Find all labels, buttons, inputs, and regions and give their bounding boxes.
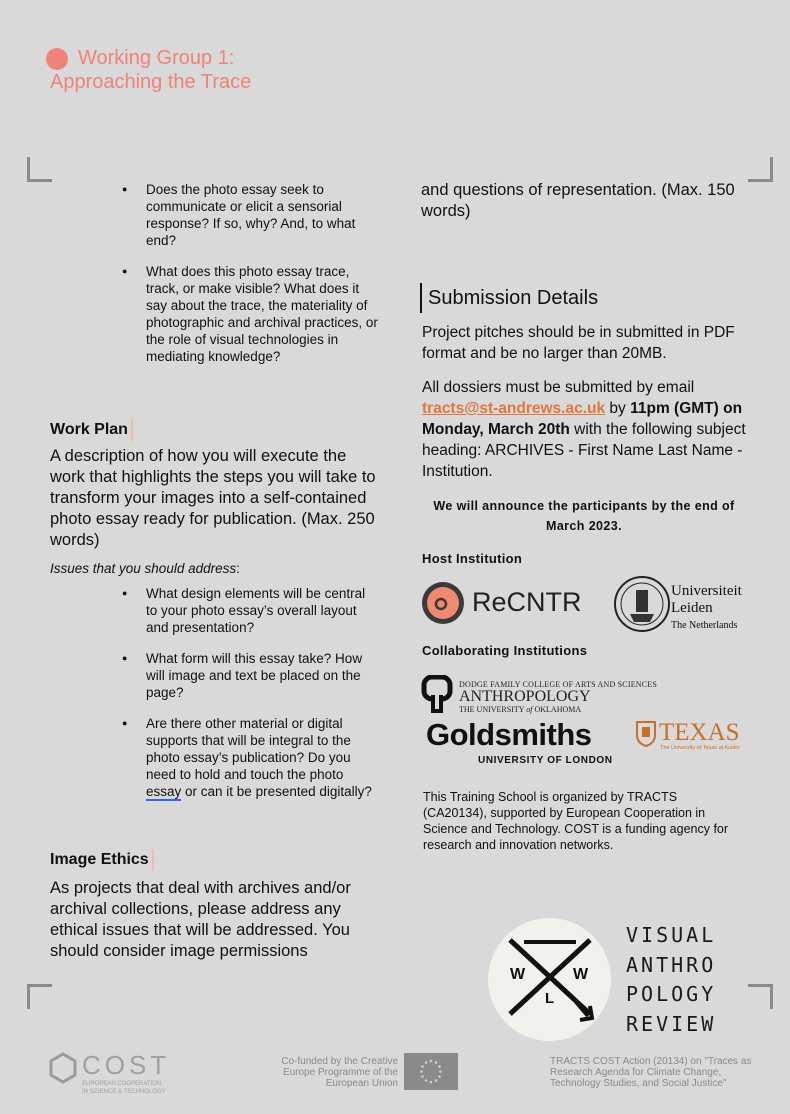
leiden-logo-text: Universiteit Leiden The Netherlands bbox=[671, 583, 742, 631]
recntr-logo-text: ReCNTR bbox=[472, 587, 582, 617]
intro-bullet-list bbox=[146, 181, 382, 379]
crop-mark-bottom-left bbox=[27, 984, 52, 1009]
page-title: Working Group 1: Approaching the Trace bbox=[50, 47, 252, 93]
var-logo-letter-w-right: W bbox=[573, 966, 589, 983]
ou-anthropology-text: DODGE FAMILY COLLEGE OF ARTS AND SCIENCES ANTHROPOLOGY THE UNIVERSITY of OKLAHOMA bbox=[459, 680, 658, 714]
goldsmiths-logo: Goldsmiths bbox=[426, 717, 592, 752]
cost-logo-subtitle: EUROPEAN COOPERATION IN SCIENCE & TECHNOLOGY bbox=[82, 1081, 166, 1095]
host-institution-heading: Host Institution bbox=[422, 551, 523, 566]
collaborating-institutions-heading: Collaborating Institutions bbox=[422, 643, 588, 658]
cofunded-text: Co-funded by the Creative Europe Programme of the European Union bbox=[281, 1056, 398, 1089]
continuation-text: and questions of representation. (Max. 150 words) bbox=[421, 181, 735, 220]
image-ethics-text: As projects that deal with archives and/or archival collections, please address any ethical issues that will be addressed. You should consider image permissions bbox=[50, 879, 351, 960]
texas-shield-icon bbox=[636, 721, 656, 747]
work-plan-heading: Work Plan bbox=[50, 419, 133, 441]
tracts-footer-text: TRACTS COST Action (20134) on "Traces as Research Agenda for Climate Change, Technology Studies, and Social Justice" bbox=[550, 1056, 752, 1089]
ou-logo-icon bbox=[421, 675, 453, 715]
recntr-logo-icon bbox=[421, 581, 465, 625]
work-plan-bullet-list bbox=[146, 585, 372, 814]
crop-mark-top-left bbox=[27, 157, 52, 182]
var-logo-letter-l: L bbox=[545, 990, 555, 1007]
issues-label: Issues that you should address: bbox=[50, 561, 240, 576]
list-item: ● Are there other material or digital supports that will be integral to the photo essay’s publication? Do you need to hold and touch the photo essay or can it be presented digitally? bbox=[146, 715, 372, 800]
cost-logo-text: COST bbox=[82, 1050, 171, 1080]
email-link[interactable]: tracts@st-andrews.ac.uk bbox=[422, 400, 606, 417]
list-item: ● What does this photo essay trace, track, or make visible? What does it say about the trace, the materiality of photographic and archival practices, or the role of visual technologies in mediating knowledge? bbox=[146, 263, 382, 365]
crop-mark-bottom-right bbox=[748, 984, 773, 1009]
submission-heading: Submission Details bbox=[428, 287, 599, 309]
submission-paragraph-1: Project pitches should be in submitted in PDF format and be no larger than 20MB. bbox=[422, 324, 735, 362]
text-cursor bbox=[420, 283, 422, 313]
image-ethics-heading: Image Ethics bbox=[50, 849, 154, 871]
heading-accent-bar bbox=[152, 849, 154, 871]
heading-accent-bar bbox=[131, 419, 133, 441]
cost-logo-icon bbox=[48, 1052, 78, 1084]
texas-logo-text: TEXAS bbox=[659, 719, 740, 746]
list-item: ● Does the photo essay seek to communicate or elicit a sensorial response? If so, why? And, to what end? bbox=[146, 181, 382, 249]
announcement: We will announce the participants by the end of March 2023. bbox=[433, 499, 735, 533]
submission-paragraph-2: All dossiers must be submitted by email tracts@st-andrews.ac.uk by 11pm (GMT) on Monday, March 20th with the following subject heading: ARCHIVES - First Name Last Name - Institution. bbox=[422, 379, 746, 480]
crop-mark-top-right bbox=[748, 157, 773, 182]
list-item: ● What design elements will be central to your photo essay’s overall layout and presentation? bbox=[146, 585, 372, 636]
texas-subtitle: The University of Texas at Austin bbox=[660, 745, 740, 751]
list-item: ● What form will this essay take? How will image and text be placed on the page? bbox=[146, 650, 372, 701]
var-logo-text: VISUAL ANTHRO POLOGY REVIEW bbox=[626, 923, 717, 1036]
eu-flag-icon bbox=[404, 1053, 458, 1090]
goldsmiths-subtitle: UNIVERSITY OF LONDON bbox=[478, 755, 613, 766]
training-note: This Training School is organized by TRACTS (CA20134), supported by European Cooperation in Science and Technology. COST is a funding agency for research and innovation networks. bbox=[423, 790, 729, 852]
spellcheck-flagged-word[interactable]: essay bbox=[146, 784, 182, 799]
work-plan-description: A description of how you will execute the work that highlights the steps you will take to transform your images into a self-contained photo essay ready for publication. (Max. 250 words) bbox=[50, 447, 376, 549]
var-logo-letter-w-left: W bbox=[510, 966, 526, 983]
leiden-seal-icon bbox=[614, 574, 670, 634]
